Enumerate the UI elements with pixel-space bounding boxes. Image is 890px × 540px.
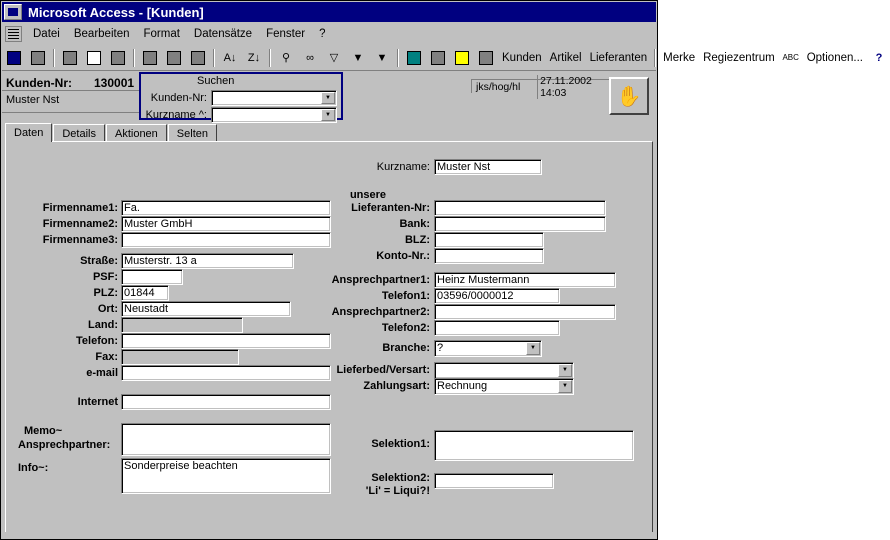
bank-label: Bank:: [399, 218, 430, 230]
zahlungsart-value: Rechnung: [437, 380, 488, 392]
access-window-icon[interactable]: [4, 4, 22, 20]
telefon1-label: Telefon1:: [381, 290, 430, 302]
kundennr-label: Kunden-Nr:: [6, 76, 72, 90]
telefon-input[interactable]: [121, 333, 331, 349]
ort-label: Ort:: [97, 303, 118, 315]
paste-icon[interactable]: [187, 47, 209, 69]
ansprechpartner2-label: Ansprechpartner2:: [331, 306, 430, 318]
abc-icon[interactable]: ABC: [782, 53, 799, 62]
lieferanten-button[interactable]: Lieferanten: [589, 51, 648, 64]
cut-icon[interactable]: [139, 47, 161, 69]
tabstrip: [5, 123, 653, 142]
chevron-down-icon[interactable]: ▼: [321, 109, 335, 121]
chevron-down-icon[interactable]: ▼: [526, 342, 540, 355]
sort-ascending-icon[interactable]: A↓: [223, 51, 237, 64]
bank-input[interactable]: [434, 216, 606, 232]
selektion2-label-line1: Selektion2:: [371, 472, 430, 484]
print-icon[interactable]: [59, 47, 81, 69]
firmenname1-input[interactable]: Fa.: [121, 200, 331, 216]
ansprechpartner1-input[interactable]: Heinz Mustermann: [434, 272, 616, 288]
menu-fenster[interactable]: Fenster: [266, 27, 306, 40]
status-datetime-box: [471, 74, 615, 99]
psf-label: PSF:: [92, 271, 118, 283]
optionen-button[interactable]: Optionen...: [806, 51, 863, 64]
tab-aktionen[interactable]: Aktionen: [106, 124, 167, 142]
suchen-kundennr-row: [141, 90, 341, 106]
kurzname-header-value: Muster Nst: [6, 94, 60, 106]
regiezentrum-button[interactable]: Regiezentrum: [703, 51, 775, 64]
window-bottom-bar: [2, 532, 656, 538]
status-datetime: 27.11.2002 14:03: [537, 75, 615, 99]
toolbar-separator: [269, 49, 271, 67]
menu-datei[interactable]: Datei: [33, 27, 60, 40]
kundennr-value: 130001: [94, 76, 135, 90]
email-input[interactable]: [121, 365, 331, 381]
ansprechpartner1-label: Ansprechpartner1:: [331, 274, 430, 286]
info-label: Info~:: [18, 462, 49, 474]
toolbar-separator: [53, 49, 55, 67]
database-window-icon[interactable]: [451, 47, 473, 69]
plz-input[interactable]: 01844: [121, 285, 169, 301]
tab-selten[interactable]: Selten: [168, 124, 217, 142]
telefon2-label: Telefon2:: [381, 322, 430, 334]
new-record-icon[interactable]: [403, 47, 425, 69]
memo-label-line1: Memo~: [24, 425, 63, 437]
ansprechpartner2-input[interactable]: [434, 304, 616, 320]
suchen-kundennr-combo[interactable]: [211, 90, 337, 106]
kurzname-label: Kurzname:: [376, 161, 430, 173]
find-icon[interactable]: ⚲: [281, 52, 291, 64]
menu-bearbeiten[interactable]: Bearbeiten: [73, 27, 130, 40]
suchen-kurzname-combo[interactable]: [211, 107, 337, 123]
window-title: Microsoft Access - [Kunden]: [28, 4, 204, 20]
spellcheck-icon[interactable]: [107, 47, 129, 69]
kurzname-input[interactable]: Muster Nst: [434, 159, 542, 175]
toolbar-separator: [397, 49, 399, 67]
chevron-down-icon[interactable]: ▼: [558, 364, 572, 377]
suchen-title: Suchen: [197, 75, 235, 87]
selektion2-label-line2: 'Li' = Liqui?!: [365, 485, 430, 497]
telefon1-input[interactable]: 03596/0000012: [434, 288, 560, 304]
suchen-kurzname-row: [141, 107, 341, 123]
fax-input[interactable]: [121, 349, 239, 365]
selektion1-input[interactable]: [434, 430, 634, 461]
zahlungsart-combo[interactable]: [434, 378, 574, 395]
merke-button[interactable]: Merke: [663, 51, 696, 64]
branche-value: ?: [437, 342, 444, 354]
firmenname2-label: Firmenname2:: [42, 218, 118, 230]
status-user: jks/hog/hl: [476, 80, 521, 93]
binoculars-icon[interactable]: ∞: [306, 51, 314, 64]
apply-filter-icon[interactable]: ▼: [376, 51, 388, 64]
firmenname3-input[interactable]: [121, 232, 331, 248]
form-view-icon[interactable]: [3, 47, 25, 69]
branche-combo[interactable]: [434, 340, 542, 357]
ort-input[interactable]: Neustadt: [121, 301, 291, 317]
menu-bar: [2, 23, 656, 44]
lieferbed-combo[interactable]: [434, 362, 574, 379]
header-divider: [2, 90, 140, 91]
filter-by-selection-icon[interactable]: ▽: [329, 52, 339, 64]
menu-help[interactable]: ?: [319, 27, 326, 40]
internet-label: Internet: [77, 396, 118, 408]
toolbar: [2, 45, 883, 71]
header-divider: [2, 112, 140, 113]
firmenname1-label: Firmenname1:: [42, 202, 118, 214]
lieferanten-nr-label: Lieferanten-Nr:: [351, 202, 430, 214]
window-titlebar: [2, 2, 656, 22]
konto-nr-label: Konto-Nr.:: [376, 250, 430, 262]
strasse-input[interactable]: Musterstr. 13 a: [121, 253, 294, 269]
menu-format[interactable]: Format: [143, 27, 180, 40]
copy-icon[interactable]: [163, 47, 185, 69]
save-icon[interactable]: [27, 47, 49, 69]
firmenname2-input[interactable]: Muster GmbH: [121, 216, 331, 232]
document-menu-icon[interactable]: [5, 26, 22, 42]
hand-button[interactable]: [609, 77, 649, 115]
artikel-button[interactable]: Artikel: [549, 51, 582, 64]
daten-form-panel: [5, 141, 653, 533]
chevron-down-icon[interactable]: ▼: [321, 92, 335, 104]
firmenname3-label: Firmenname3:: [42, 234, 118, 246]
toolbar-separator: [133, 49, 135, 67]
new-object-icon[interactable]: [475, 47, 497, 69]
telefon-label: Telefon:: [76, 335, 118, 347]
toolbar-separator: [654, 49, 656, 67]
info-input[interactable]: Sonderpreise beachten: [121, 458, 331, 494]
psf-input[interactable]: [121, 269, 183, 285]
fax-label: Fax:: [95, 351, 118, 363]
memo-label-line2: Ansprechpartner:: [18, 439, 111, 451]
chevron-down-icon[interactable]: ▼: [558, 380, 572, 393]
selektion1-label: Selektion1:: [371, 438, 430, 450]
tab-daten[interactable]: Daten: [5, 123, 52, 142]
sort-descending-icon[interactable]: Z↓: [247, 51, 261, 64]
suchen-kurzname-label: Kurzname ^:: [145, 109, 207, 121]
selektion2-input[interactable]: [434, 473, 554, 489]
land-label: Land:: [88, 319, 118, 331]
tab-details[interactable]: Details: [53, 124, 105, 142]
strasse-label: Straße:: [80, 255, 118, 267]
suchen-group: [139, 72, 343, 120]
branche-label: Branche:: [382, 342, 430, 354]
land-input[interactable]: [121, 317, 243, 333]
zahlungsart-label: Zahlungsart:: [363, 380, 430, 392]
lieferbed-label: Lieferbed/Versart:: [336, 364, 430, 376]
print-preview-icon[interactable]: [83, 47, 105, 69]
suchen-kundennr-label: Kunden-Nr:: [150, 92, 207, 104]
kunden-button[interactable]: Kunden: [502, 51, 542, 64]
unsere-label: unsere: [349, 189, 387, 201]
telefon2-input[interactable]: [434, 320, 560, 336]
toolbar-separator: [213, 49, 215, 67]
filter-by-form-icon[interactable]: ▼: [352, 51, 364, 64]
lieferanten-nr-input[interactable]: [434, 200, 606, 216]
menu-datensaetze[interactable]: Datensätze: [193, 27, 253, 40]
help-icon[interactable]: ?: [875, 51, 883, 64]
hand-icon: ✋: [616, 85, 642, 108]
internet-input[interactable]: [121, 394, 331, 410]
plz-label: PLZ:: [93, 287, 118, 299]
email-label: e-mail: [86, 367, 118, 379]
delete-record-icon[interactable]: [427, 47, 449, 69]
konto-nr-input[interactable]: [434, 248, 544, 264]
blz-input[interactable]: [434, 232, 544, 248]
blz-label: BLZ:: [404, 234, 430, 246]
